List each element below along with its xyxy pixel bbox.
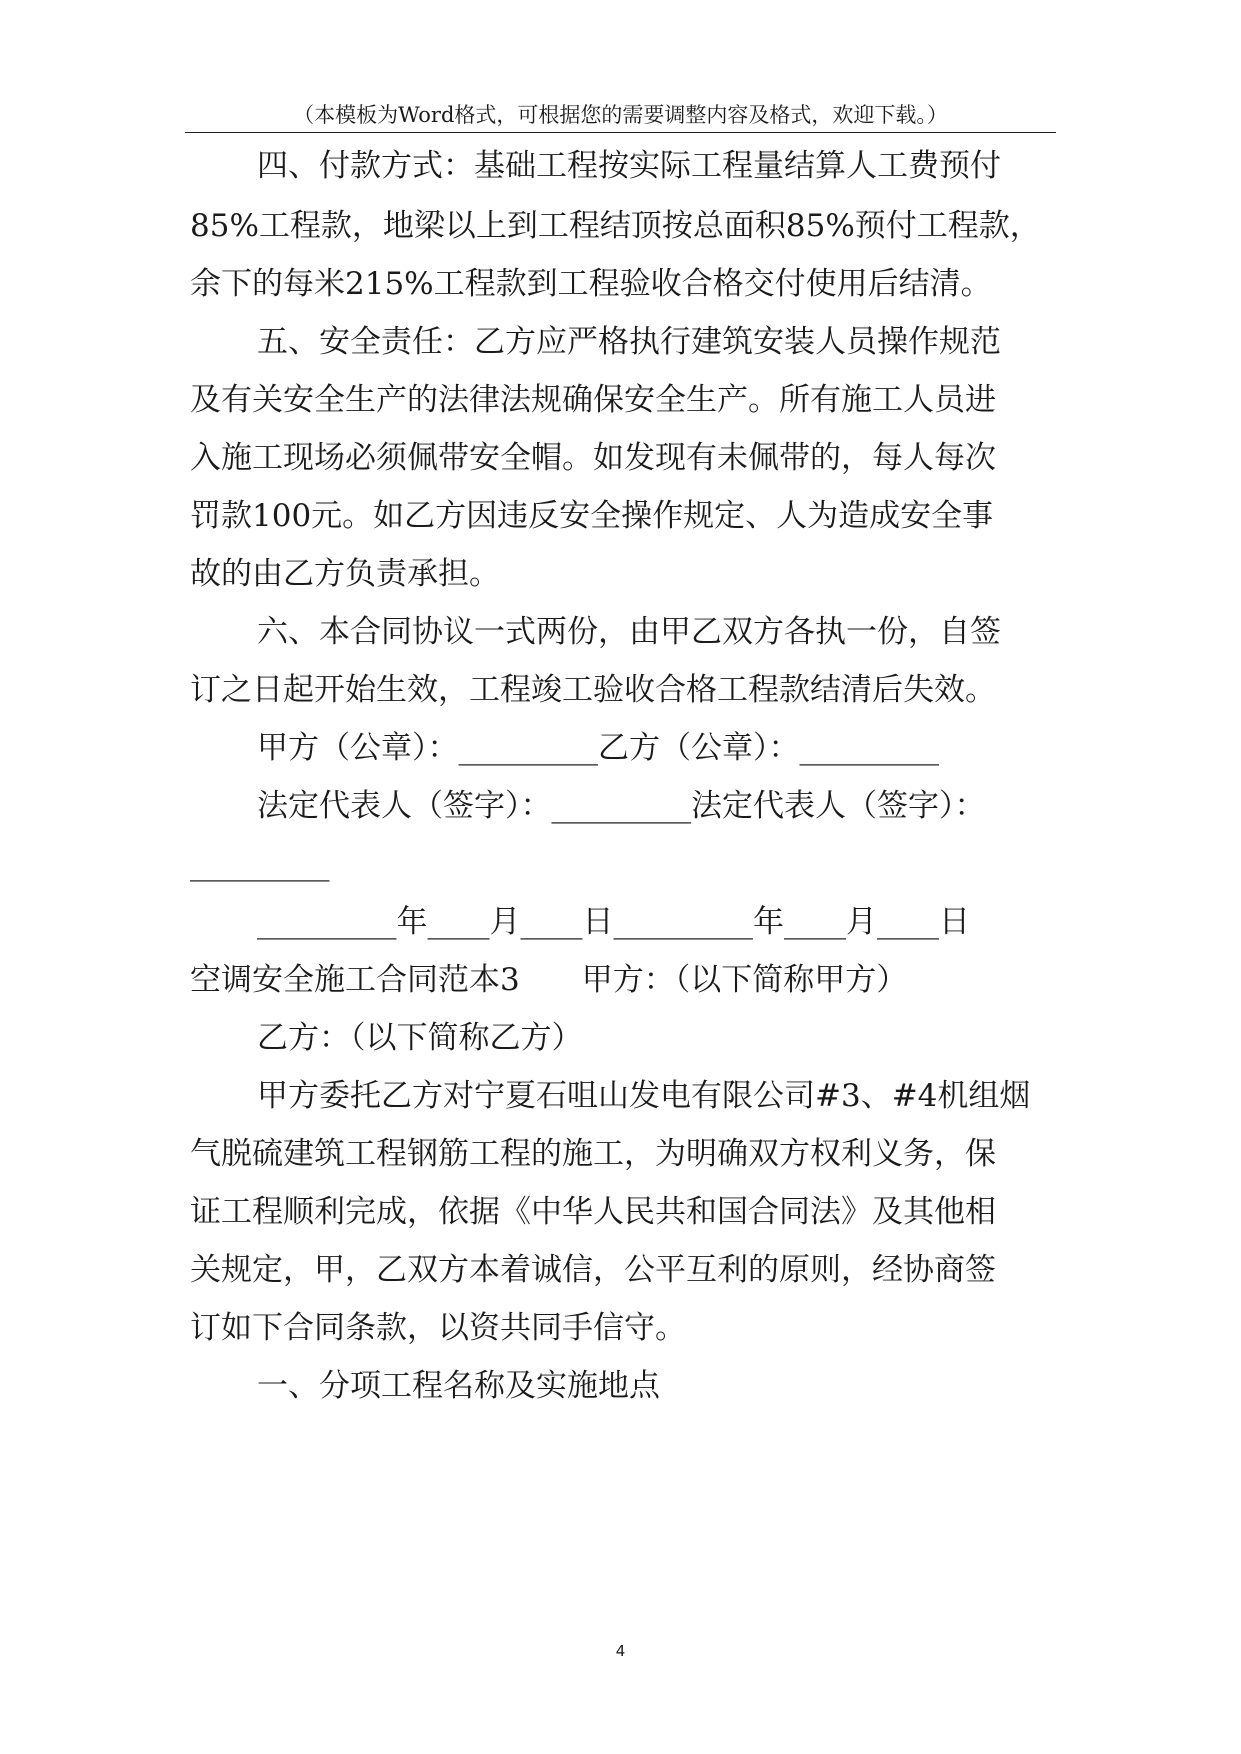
signature-blank: _________ xyxy=(190,846,330,882)
party-b-line: 乙方：（以下简称乙方） xyxy=(257,1020,583,1056)
body-line: 85%工程款，地梁以上到工程结顶按总面积85%预付工程款， xyxy=(190,208,1041,244)
body-line: 故的由乙方负责承担。 xyxy=(190,556,500,592)
section-heading: 一、分项工程名称及实施地点 xyxy=(257,1368,660,1404)
signature-line-seal: 甲方（公章）：_________乙方（公章）：_________ xyxy=(257,730,939,766)
body-line: 及有关安全生产的法律法规确保安全生产。所有施工人员进 xyxy=(190,382,996,418)
signature-date-line: _________年____月____日_________年____月____日 xyxy=(257,904,970,940)
body-line: 四、付款方式：基础工程按实际工程量结算人工费预付 xyxy=(257,148,1001,184)
signature-line-representative: 法定代表人（签字）：_________法定代表人（签字）： xyxy=(257,788,986,824)
body-line: 证工程顺利完成，依据《中华人民共和国合同法》及其他相 xyxy=(190,1194,996,1230)
body-line: 入施工现场必须佩带安全帽。如发现有未佩带的，每人每次 xyxy=(190,440,996,476)
contract-title-line: 空调安全施工合同范本3 甲方：（以下简称甲方） xyxy=(190,962,908,998)
template-note: （本模板为Word格式，可根据您的需要调整内容及格式，欢迎下载。） xyxy=(293,103,948,127)
body-line: 余下的每米215%工程款到工程验收合格交付使用后结清。 xyxy=(190,266,992,302)
body-line: 关规定，甲，乙双方本着诚信，公平互利的原则，经协商签 xyxy=(190,1252,996,1288)
header-divider xyxy=(185,132,1056,133)
page-number: 4 xyxy=(615,1642,626,1660)
body-line: 订如下合同条款，以资共同手信守。 xyxy=(190,1310,686,1346)
body-line: 六、本合同协议一式两份，由甲乙双方各执一份，自签 xyxy=(257,614,1001,650)
body-line: 甲方委托乙方对宁夏石咀山发电有限公司#3、#4机组烟 xyxy=(257,1078,1031,1114)
body-line: 罚款100元。如乙方因违反安全操作规定、人为造成安全事 xyxy=(190,498,994,534)
body-line: 五、安全责任：乙方应严格执行建筑安装人员操作规范 xyxy=(257,324,1001,360)
body-line: 气脱硫建筑工程钢筋工程的施工，为明确双方权利义务，保 xyxy=(190,1136,996,1172)
body-line: 订之日起开始生效，工程竣工验收合格工程款结清后失效。 xyxy=(190,672,996,708)
